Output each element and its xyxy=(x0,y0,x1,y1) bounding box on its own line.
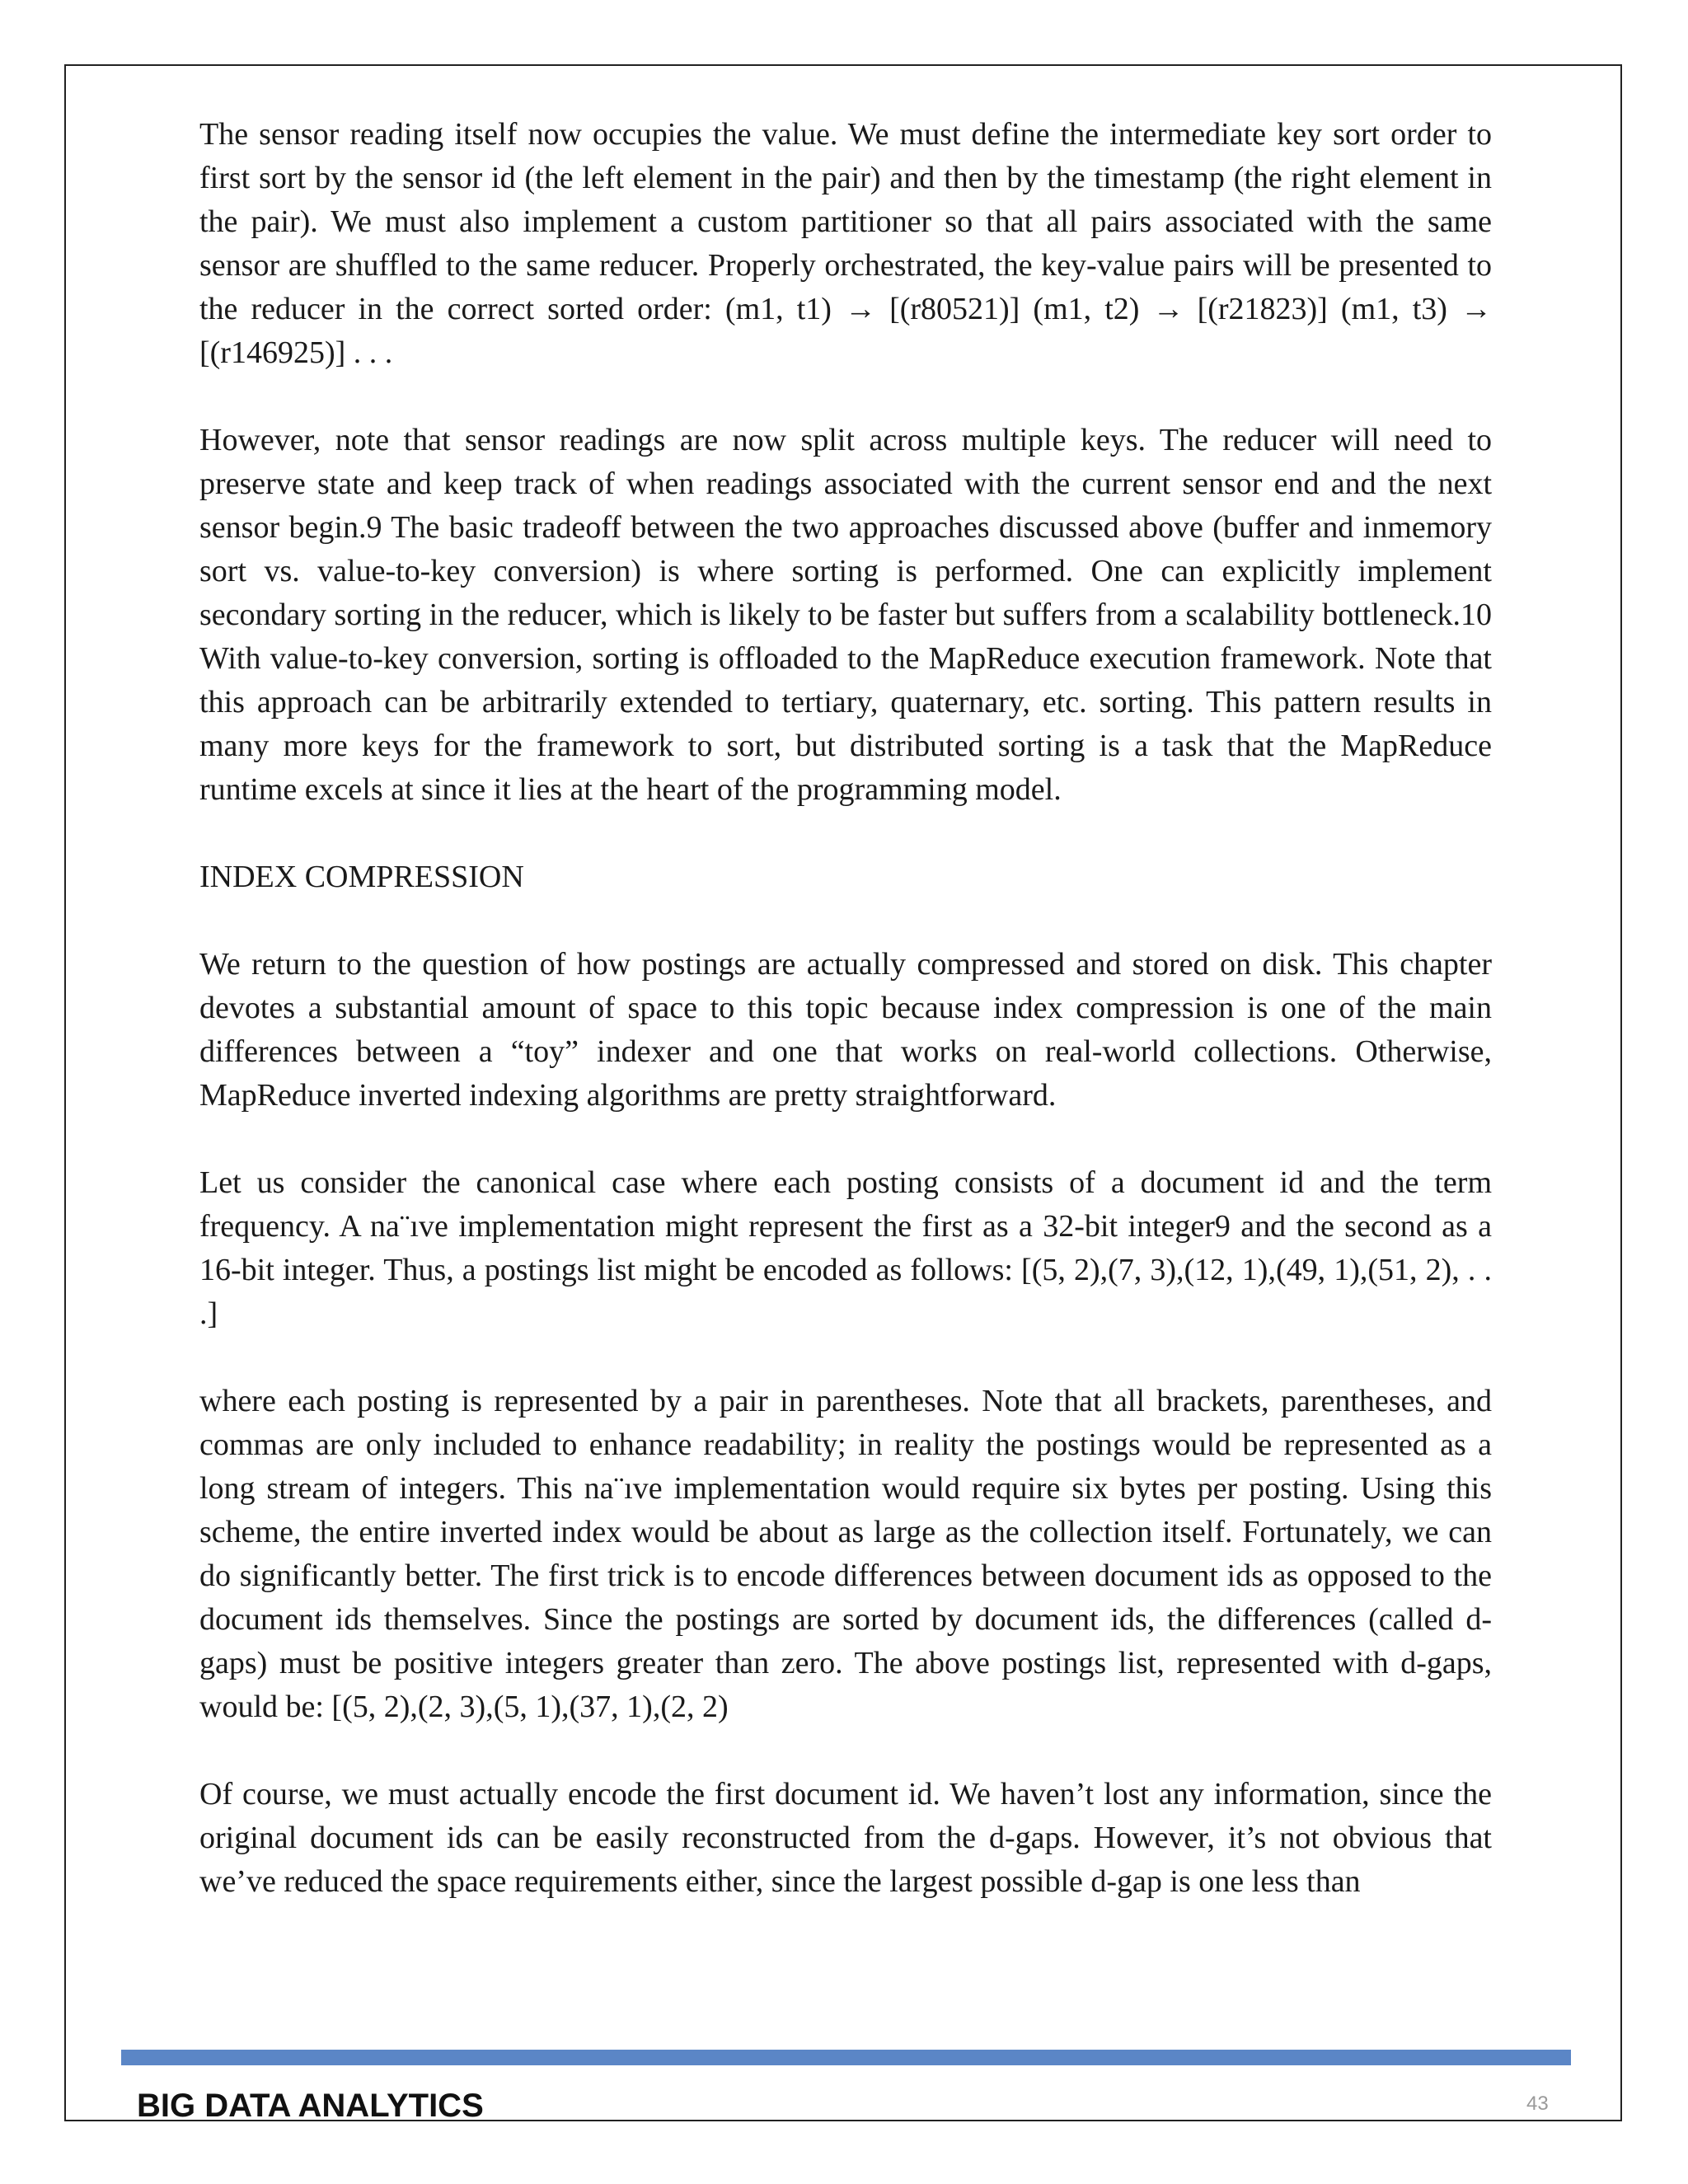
section-heading-index-compression: INDEX COMPRESSION xyxy=(199,860,524,894)
document-body xyxy=(199,113,1492,1904)
paragraph-canonical-case: Let us consider the canonical case where each posting consists of a document id and the term frequency. A na¨ıve implementation might represent the first as a 32-bit integer9 and the second as a 16-bit integer. Thus, a postings list might be encoded as follows: [(5, 2),(7, 3),(12, 1),(49, 1),(51, 2), . . .] xyxy=(199,1165,1492,1331)
paragraph-posting-representation: where each posting is represented by a pair in parentheses. Note that all brackets, parentheses, and commas are only included to enhance readability; in reality the postings would be represented as a long stream of integers. This na¨ıve implementation would require six bytes per posting. Using this scheme, the entire inverted index would be about as large as the collection itself. Fortunately, we can do significantly better. The first trick is to encode differences between document ids as opposed to the document ids themselves. Since the postings are sorted by document ids, the differences (called d-gaps) must be positive integers greater than zero. The above postings list, represented with d-gaps, would be: [(5, 2),(2, 3),(5, 1),(37, 1),(2, 2) xyxy=(199,1384,1492,1724)
paragraph-first-document-id: Of course, we must actually encode the first document id. We haven’t lost any information, since the original document ids can be easily reconstructed from the d-gaps. However, it’s not obvious that we’ve reduced the space requirements either, since the largest possible d-gap is one less than xyxy=(199,1777,1492,1899)
paragraph-sensor-split: However, note that sensor readings are now split across multiple keys. The reducer will need to preserve state and keep track of when readings associated with the current sensor end and the next sensor begin.9 The basic tradeoff between the two approaches discussed above (buffer and inmemory sort vs. value-to-key conversion) is where sorting is performed. One can explicitly implement secondary sorting in the reducer, which is likely to be faster but suffers from a scalability bottleneck.10 With value-to-key conversion, sorting is offloaded to the MapReduce execution framework. Note that this approach can be arbitrarily extended to tertiary, quaternary, etc. sorting. This pattern results in many more keys for the framework to sort, but distributed sorting is a task that the MapReduce runtime excels at since it lies at the heart of the programming model. xyxy=(199,423,1492,807)
footer-title: BIG DATA ANALYTICS xyxy=(137,2088,484,2124)
page-number: 43 xyxy=(1526,2093,1549,2115)
paragraph-sensor-reading: The sensor reading itself now occupies the value. We must define the intermediate key sort order to first sort by the sensor id (the left element in the pair) and then by the timestamp (the right element in the pair). We must also implement a custom partitioner so that all pairs associated with the same sensor are shuffled to the same reducer. Properly orchestrated, the key-value pairs will be presented to the reducer in the correct sorted order: (m1, t1) → [(r80521)] (m1, t2) → [(r21823)] (m1, t3) → [(r146925)] . . . xyxy=(199,117,1492,370)
paragraph-postings-compression: We return to the question of how postings are actually compressed and stored on disk. This chapter devotes a substantial amount of space to this topic because index compression is one of the main differences between a “toy” indexer and one that works on real-world collections. Otherwise, MapReduce inverted indexing algorithms are pretty straightforward. xyxy=(199,947,1492,1113)
footer-rule xyxy=(121,2050,1571,2065)
